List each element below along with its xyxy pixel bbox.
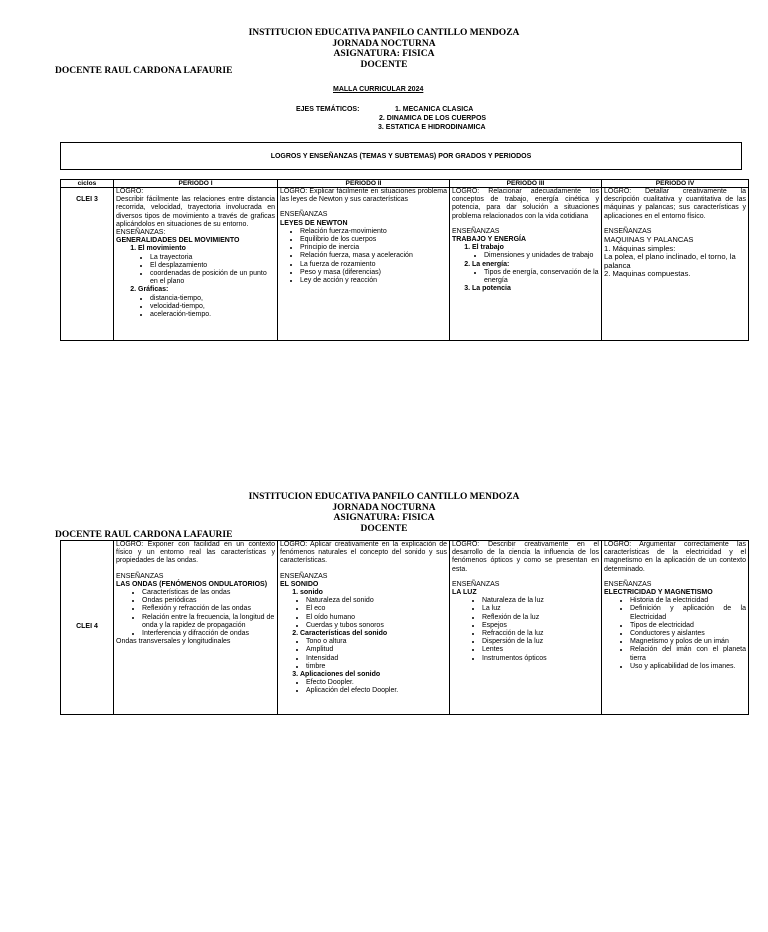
tail-text: Ondas transversales y longitudinales	[116, 638, 231, 646]
logro-text: LOGRO: Exponer con facilidad en un contexto físico y un entorno real las características y propiedades de las ondas.	[116, 541, 275, 565]
axis-1: 1. MECANICA CLASICA	[395, 106, 474, 113]
list-item: • Reflexión y refracción de las ondas	[142, 605, 275, 613]
list-item: • Instrumentos ópticos	[482, 655, 599, 663]
ensenanzas-label: ENSEÑANZAS	[452, 227, 500, 235]
list-item: • Amplitud	[306, 646, 447, 654]
list-item: • Definición y aplicación de la Electricidad	[630, 605, 746, 621]
list-item: • Dimensiones y unidades de trabajo	[484, 252, 599, 260]
period-1-cell	[114, 188, 278, 341]
ensenanzas-label: ENSEÑANZAS:	[116, 229, 166, 237]
ensenanzas-label: ENSEÑANZAS	[280, 572, 328, 580]
topic-title: MAQUINAS Y PALANCAS	[604, 235, 694, 245]
ensenanzas-label: ENSEÑANZAS	[280, 211, 328, 219]
list-item: • La fuerza de rozamiento	[300, 261, 447, 269]
list-item: 3. La potencia	[472, 285, 599, 293]
topic-title: TRABAJO Y ENERGÍA	[452, 236, 527, 244]
list-item: 3. Aplicaciones del sonido	[300, 671, 447, 679]
list-item: • Relación entre la frecuencia, la longitud de onda y la rapidez de propagación	[142, 614, 275, 630]
table-row	[61, 188, 749, 341]
logro-text: LOGRO: Describir creativamente en el desarrollo de la ciencia la influencia de los fenómenos ópticos y como se presentan en esta.	[452, 541, 599, 573]
list-item: • La trayectoria	[150, 254, 275, 262]
list-item: • velocidad-tiempo,	[150, 303, 275, 311]
col-header-cycles: ciclos	[61, 180, 114, 188]
role: DOCENTE	[360, 523, 408, 534]
topic-title: LA LUZ	[452, 589, 477, 597]
list-item: • Ley de acción y reacción	[300, 277, 447, 285]
list-item: 2. Características del sonido	[300, 630, 447, 638]
col-header-period-3: PERIODO III	[450, 180, 602, 188]
logro-text: Describir fácilmente las relaciones entre distancia recorrida, velocidad, trayectoria involucrada en diversos tipos de movimiento a través de graficas aplicándolos en situaciones de su entorno.	[116, 196, 275, 228]
topic-title: ELECTRICIDAD Y MAGNETISMO	[604, 589, 713, 597]
curriculum-table-clei4	[60, 540, 749, 715]
list-item: 1. El movimiento	[138, 245, 275, 253]
list-item: 1. El trabajo	[472, 244, 599, 252]
col-header-period-4: PERIODO IV	[602, 180, 749, 188]
period-2-cell	[278, 188, 450, 341]
list-item: • distancia-tiempo,	[150, 295, 275, 303]
axis-2: 2. DINAMICA DE LOS CUERPOS	[379, 115, 487, 122]
list-item: • Interferencia y difracción de ondas	[142, 630, 275, 638]
list-item: • Magnetismo y polos de un imán	[630, 638, 746, 646]
topic-title: EL SONIDO	[280, 580, 319, 588]
list-item: • coordenadas de posición de un punto en el plano	[150, 270, 275, 286]
list-item: 1. sonido	[300, 589, 447, 597]
logros-title: LOGROS Y ENSEÑANZAS (TEMAS Y SUBTEMAS) POR GRADOS Y PERIODOS	[270, 152, 532, 160]
curriculum-title: MALLA CURRICULAR 2024	[333, 86, 424, 93]
list-item: • Aplicación del efecto Doopler.	[306, 687, 447, 695]
axis-3: 3. ESTATICA E HIDRODINAMICA	[378, 124, 486, 131]
list-item: • El eco	[306, 605, 447, 613]
list-item: • Lentes	[482, 646, 599, 654]
list-item: • Espejos	[482, 622, 599, 630]
teacher-name: DOCENTE RAUL CARDONA LAFAURIE	[55, 66, 233, 76]
col-header-period-2: PERIODO II	[278, 180, 450, 188]
list-item: • Naturaleza del sonido	[306, 597, 447, 605]
list-item: • Relación fuerza-movimiento	[300, 228, 447, 236]
col-header-period-1: PERIODO I	[114, 180, 278, 188]
list-item: • El oído humano	[306, 614, 447, 622]
cycle-cell: CLEI 3	[61, 188, 114, 341]
list-item: • La luz	[482, 605, 599, 613]
cycle-cell: CLEI 4	[61, 541, 114, 715]
table-row	[61, 541, 749, 715]
list-item: • Uso y aplicabilidad de los imanes.	[630, 663, 746, 671]
list-item: La polea, el plano inclinado, el torno, la palanca	[604, 252, 736, 270]
list-item: • timbre	[306, 663, 447, 671]
list-item: • Cuerdas y tubos sonoros	[306, 622, 447, 630]
list-item: 1. Máquinas simples:	[604, 243, 676, 253]
list-item: • Refracción de la luz	[482, 630, 599, 638]
subject: ASIGNATURA: FISICA	[333, 49, 435, 59]
curriculum-table-clei3	[60, 179, 749, 341]
period-1-cell	[114, 541, 278, 715]
ensenanzas-label: ENSEÑANZAS	[604, 227, 652, 235]
ensenanzas-label: ENSEÑANZAS	[452, 580, 500, 588]
list-item: • Relación fuerza, masa y aceleración	[300, 252, 447, 260]
list-item: • Relación del imán con el planeta tierra	[630, 646, 746, 662]
list-item: • Equilibrio de los cuerpos	[300, 236, 447, 244]
list-item: • Peso y masa (diferencias)	[300, 269, 447, 277]
list-item: • aceleración-tiempo.	[150, 311, 275, 319]
axes-label: EJES TEMÁTICOS:	[296, 106, 360, 113]
topic-title: LAS ONDAS (FENÓMENOS ONDULATORIOS)	[116, 580, 268, 588]
ensenanzas-label: ENSEÑANZAS	[116, 572, 164, 580]
list-item: • Reflexión de la luz	[482, 614, 599, 622]
period-2-cell	[278, 541, 450, 715]
list-item: • Ondas periódicas	[142, 597, 275, 605]
list-item: • Intensidad	[306, 655, 447, 663]
topic-title: LEYES DE NEWTON	[280, 219, 348, 227]
period-4-cell	[602, 541, 749, 715]
logro-text: LOGRO: Aplicar creativamente en la explicación de fenómenos naturales el concepto del sonido y sus características.	[280, 541, 447, 565]
teacher-name: DOCENTE RAUL CARDONA LAFAURIE	[55, 530, 233, 540]
institution-name: INSTITUCION EDUCATIVA PANFILO CANTILLO MENDOZA	[248, 492, 520, 502]
table-header-row	[61, 180, 749, 188]
logro-text: LOGRO: Argumentar correctamente las características de la electricidad y el magnetismo en la aplicación de un contexto determinado.	[604, 541, 746, 573]
schedule: JORNADA NOCTURNA	[332, 502, 436, 513]
logro-text: LOGRO: Relacionar adecuadamente los conceptos de trabajo, energía cinética y potencia, para dar solución a situaciones problema relacionados con la vida cotidiana	[452, 188, 599, 220]
list-item: • Historia de la electricidad	[630, 597, 746, 605]
list-item: • Efecto Doopler.	[306, 679, 447, 687]
logros-title-box	[60, 142, 742, 170]
list-item: 2. Gráficas:	[138, 286, 275, 294]
logro-text: LOGRO: Explicar fácilmente en situaciones problema las leyes de Newton y sus características	[280, 188, 447, 204]
period-3-cell	[450, 188, 602, 341]
page2-header	[0, 492, 768, 534]
list-item: • Dispersión de la luz	[482, 638, 599, 646]
topic-title: GENERALIDADES DEL MOVIMIENTO	[116, 237, 240, 245]
subject: ASIGNATURA: FISICA	[333, 513, 435, 523]
role: DOCENTE	[360, 59, 408, 70]
logro-label: LOGRO:	[116, 188, 144, 195]
logro-text: LOGRO: Detallar creativamente la descripción cualitativa y cuantitativa de las máquinas y palancas; sus características y aplicaciones en el entorno físico.	[604, 188, 746, 220]
list-item: • El desplazamiento	[150, 262, 275, 270]
list-item: • Principio de inercia	[300, 244, 447, 252]
list-item: 2. La energía:	[472, 261, 599, 269]
list-item: • Tipos de energía, conservación de la energía	[484, 269, 599, 285]
institution-name: INSTITUCION EDUCATIVA PANFILO CANTILLO MENDOZA	[248, 28, 520, 38]
schedule: JORNADA NOCTURNA	[332, 38, 436, 49]
page1-header	[0, 28, 768, 70]
ensenanzas-label: ENSEÑANZAS	[604, 580, 652, 588]
period-3-cell	[450, 541, 602, 715]
list-item: • Conductores y aislantes	[630, 630, 746, 638]
list-item: • Características de las ondas	[142, 589, 275, 597]
list-item: • Naturaleza de la luz	[482, 597, 599, 605]
list-item: • Tono o altura	[306, 638, 447, 646]
list-item: • Tipos de electricidad	[630, 622, 746, 630]
period-4-cell	[602, 188, 749, 341]
list-item: 2. Maquinas compuestas.	[604, 269, 691, 279]
